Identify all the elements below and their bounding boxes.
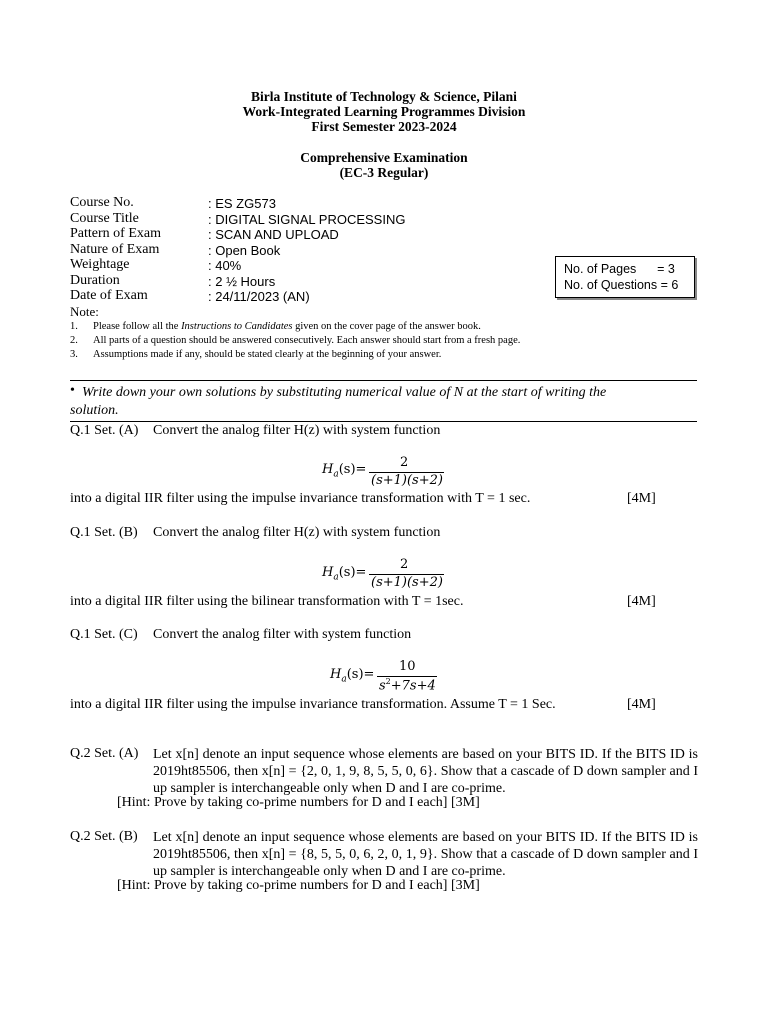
note-3: Assumptions made if any, should be stated clearly at the beginning of your answer. [93,349,442,360]
info-value: : SCAN AND UPLOAD [208,227,339,242]
info-value: : DIGITAL SIGNAL PROCESSING [208,212,406,227]
question-id: Q.2 Set. (A) [70,746,139,761]
question-marks: [4M] [627,491,656,506]
note-title: Note: [70,304,99,319]
formula-lhs: $H_a(s)=$ [330,667,375,685]
formula-numerator: 2 [400,557,409,572]
instruction-line-1: Write down your own solutions by substituting numerical value of N at the start of writing the [82,385,607,400]
divider [70,380,697,381]
info-label: Duration [70,273,120,288]
note-1-pre: Please follow all the [93,321,182,332]
question-body: Let x[n] denote an input sequence whose elements are based on your BITS ID. If the BITS ID is 2019ht85506, then x[n] = {2, 0, 1, 9, 8, 5, 5, 0, 6}. Show that a cascade of D down sampler and I up sampler is interchangeable only when D and I are co-prime. [153,747,698,796]
info-label: Course Title [70,211,139,226]
question-body: into a digital IIR filter using the impulse invariance transformation with T = 1 sec. [70,491,531,506]
semester: First Semester 2023-2024 [311,119,457,134]
info-value: : 24/11/2023 (AN) [208,289,310,304]
question-hint: [Hint: Prove by taking co-prime numbers for D and I each] [3M] [117,795,480,810]
question-hint: [Hint: Prove by taking co-prime numbers for D and I each] [3M] [117,878,480,893]
question-body: into a digital IIR filter using the impulse invariance transformation. Assume T = 1 Sec. [70,697,556,712]
note-1-post: given on the cover page of the answer book. [292,321,481,332]
info-value: : ES ZG573 [208,196,276,211]
note-2: All parts of a question should be answered consecutively. Each answer should start from a fresh page. [93,335,521,346]
question-marks: [4M] [627,594,656,609]
formula-denominator: (s+1)(s+2) [371,473,443,488]
question-body: into a digital IIR filter using the bilinear transformation with T = 1sec. [70,594,464,609]
info-label: Course No. [70,195,134,210]
exam-title: Comprehensive Examination [300,150,468,165]
formula-denominator: $s^2+7s+4$ [379,677,436,694]
question-id: Q.1 Set. (C) [70,627,138,642]
info-value: : Open Book [208,243,281,258]
formula-lhs: $H_a(s)=$ [322,565,367,583]
note-number: 2. [70,335,78,346]
note-number: 1. [70,321,78,332]
page-count: No. of Pages = 3 [564,262,675,276]
question-text: Convert the analog filter H(z) with system function [153,423,441,438]
info-value: : 40% [208,258,242,273]
info-label: Date of Exam [70,288,148,303]
question-id: Q.2 Set. (B) [70,829,138,844]
info-value: : 2 ½ Hours [208,274,276,289]
exam-subtitle: (EC-3 Regular) [339,165,429,180]
formula-denominator: (s+1)(s+2) [371,575,443,590]
note-1-emphasis: Instructions to Candidates [181,321,293,332]
note-number: 3. [70,349,78,360]
info-label: Nature of Exam [70,242,160,257]
question-marks: [4M] [627,697,656,712]
question-text: Convert the analog filter with system function [153,627,412,642]
instruction-line-2: solution. [70,403,119,418]
formula-numerator: 2 [400,455,409,470]
division-name: Work-Integrated Learning Programmes Division [242,104,526,119]
info-label: Weightage [70,257,130,272]
question-id: Q.1 Set. (A) [70,423,139,438]
divider [70,421,697,422]
question-count: No. of Questions = 6 [564,278,679,292]
bullet: • [70,383,75,398]
formula-numerator: 10 [399,659,416,674]
page-count-box [555,256,695,298]
formula-lhs: $H_a(s)=$ [322,462,367,480]
institute-name: Birla Institute of Technology & Science, Pilani [251,89,517,104]
info-label: Pattern of Exam [70,226,161,241]
question-text: Convert the analog filter H(z) with system function [153,525,441,540]
question-id: Q.1 Set. (B) [70,525,138,540]
note-1 [93,321,481,332]
question-body: Let x[n] denote an input sequence whose elements are based on your BITS ID. If the BITS ID is 2019ht85506, then x[n] = {8, 5, 5, 0, 6, 2, 0, 1, 9}. Show that a cascade of D down sampler and I up sampler is interchangeable only when D and I are co-prime. [153,830,698,879]
